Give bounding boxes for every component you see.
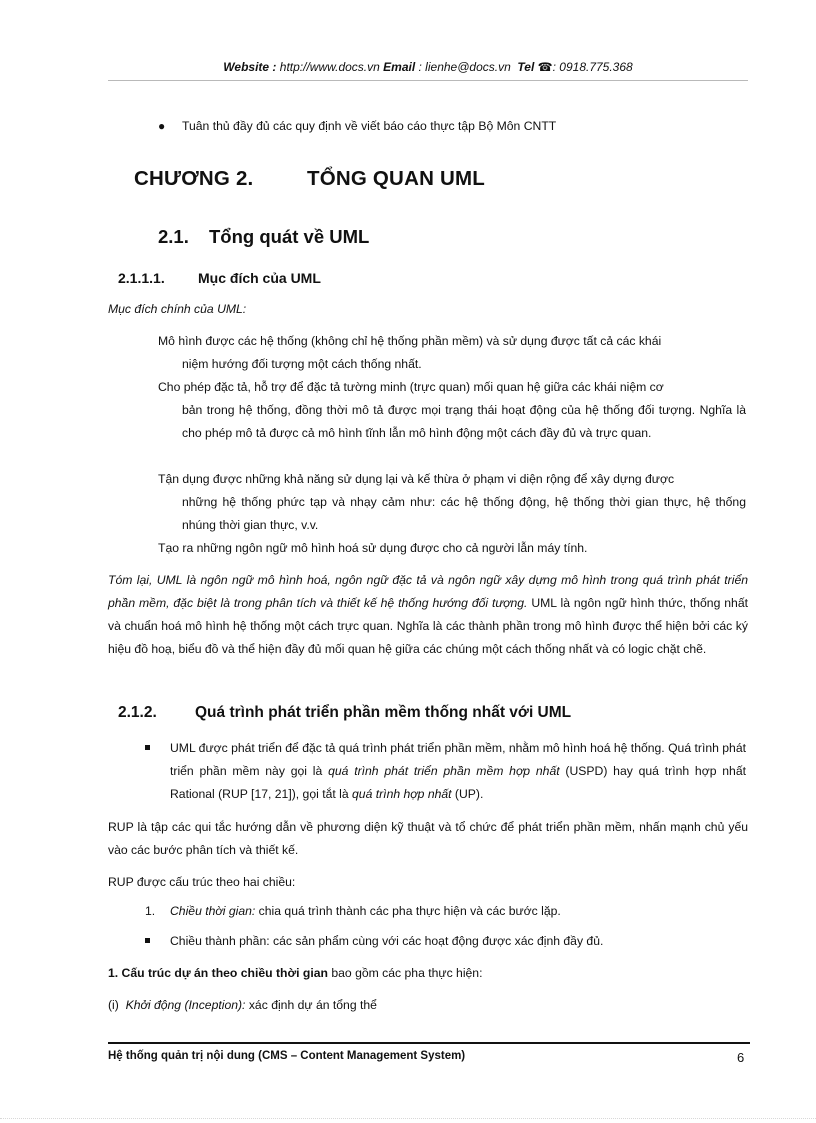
purpose-item-line: Tạo ra những ngôn ngữ mô hình hoá sử dụng được cho cả người lẫn máy tính.: [158, 541, 588, 555]
section-number: 2.1.: [158, 226, 189, 247]
subsection-number: 2.1.2.: [118, 704, 157, 721]
inception-prefix: (i): [108, 998, 126, 1012]
uml-bullet-text: [170, 737, 746, 806]
section-title: Tổng quát về UML: [209, 226, 370, 247]
summary-paragraph: [108, 569, 748, 661]
uml-italic-2: quá trình hợp nhất: [352, 787, 452, 801]
phone-icon: ☎: [537, 60, 553, 74]
square-bullet-icon: [145, 745, 150, 750]
subsection-title: Quá trình phát triển phần mềm thống nhất với UML: [195, 704, 572, 721]
inception-line: [108, 994, 748, 1017]
uml-text-3: (UP).: [451, 787, 484, 801]
uml-text-2: (USPD) hay quá trình hợp nhất Rational (RUP [17, 21]), gọi tắt là: [170, 764, 746, 801]
purpose-item: [158, 537, 746, 560]
header-divider: [108, 80, 748, 81]
list-number: 1.: [145, 904, 156, 918]
time-structure-normal: bao gồm các pha thực hiện:: [327, 966, 483, 980]
purpose-intro: Mục đích chính của UML:: [108, 302, 247, 316]
tel-label: Tel: [517, 60, 535, 74]
subsection-number: 2.1.1.1.: [118, 270, 165, 286]
purpose-item-line: Mô hình được các hệ thống (không chỉ hệ thống phần mềm) và sử dụng được tất cả các khái: [158, 334, 662, 348]
inception-label: Khởi động (Inception):: [125, 998, 246, 1012]
purpose-item-line: Cho phép đặc tả, hỗ trợ để đặc tả tường minh (trực quan) mối quan hệ giữa các khái niệm cơ: [158, 380, 664, 394]
purpose-item: [158, 468, 746, 491]
footer-divider: [108, 1042, 750, 1044]
purpose-item: [158, 376, 746, 399]
email-value[interactable]: : lienhe@docs.vn: [418, 60, 511, 74]
chapter-title: TỔNG QUAN UML: [307, 167, 485, 190]
footer-text: Hệ thống quản trị nội dung (CMS – Content Management System): [108, 1050, 466, 1062]
purpose-item: [158, 330, 746, 353]
rup-definition: RUP là tập các qui tắc hướng dẫn về phương diện kỹ thuật và tổ chức để phát triển phần mềm, nhấn mạnh chủ yếu vào các bước phân tích và thiết kế.: [108, 820, 748, 857]
tel-value: : 0918.775.368: [552, 60, 633, 74]
uml-text-1: UML được phát triển để đặc tả quá trình phát triển phần mềm, nhằm mô hình hoá hệ thống. Quá trình phát triển phần mềm này gọi là: [170, 741, 746, 778]
uml-italic-1: quá trình phát triển phần mềm hợp nhất: [328, 764, 560, 778]
purpose-item-line: Tận dụng được những khả năng sử dụng lại và kế thừa ở phạm vi diện rộng để xây dựng được: [158, 472, 675, 486]
summary-normal: UML là ngôn ngữ hình thức, thống nhất và chuẩn hoá mô hình hệ thống một cách trực quan. Nghĩa là các thành phần trong mô hình được thể hiện bởi các ký hiệu đồ hoạ, biểu đồ và thể hiện đầy đủ mối quan hệ giữa các chúng một cách thống nhất và có logic chặt chẽ.: [108, 596, 748, 656]
summary-italic: Tóm lại, UML là ngôn ngữ mô hình hoá, ngôn ngữ đặc tả và ngôn ngữ xây dựng mô hình trong quá trình phát triển phần mềm, đặc biệt là trong phân tích và thiết kế hệ thống hướng đối tượng.: [108, 573, 748, 610]
dimension-time: [170, 900, 746, 923]
website-url[interactable]: http://www.docs.vn: [279, 60, 380, 74]
dimension-time-label: Chiều thời gian:: [170, 904, 256, 918]
purpose-item-continuation: những hệ thống phức tạp và nhạy cảm như: các hệ thống động, hệ thống thời gian thực, hệ thống nhúng thời gian thực, v.v.: [182, 495, 746, 532]
purpose-item-continuation: bản trong hệ thống, đồng thời mô tả được mọi trạng thái hoạt động của hệ thống đối tượng. Nghĩa là cho phép mô tả được cả mô hình tĩnh lẫn mô hình động một cách đầy đủ và trực quan.: [182, 403, 746, 440]
rup-structure: RUP được cấu trúc theo hai chiều:: [108, 875, 296, 889]
subsection-title: Mục đích của UML: [198, 270, 321, 286]
chapter-number: CHƯƠNG 2.: [134, 167, 254, 190]
page-header: [108, 60, 748, 74]
dimension-component: Chiều thành phần: các sản phẩm cùng với các hoạt động được xác định đầy đủ.: [170, 934, 604, 948]
time-structure: [108, 962, 748, 985]
page-edge: [0, 1118, 816, 1119]
intro-bullet-text: Tuân thủ đầy đủ các quy định về viết báo cáo thực tập Bộ Môn CNTT: [182, 119, 557, 133]
website-label: Website :: [223, 60, 277, 74]
page-number: 6: [737, 1050, 745, 1065]
inception-text: xác định dự án tổng thể: [245, 998, 377, 1012]
purpose-item-continuation: niệm hướng đối tượng một cách thống nhất.: [182, 357, 422, 371]
bullet-icon: ●: [158, 119, 166, 133]
square-bullet-icon: [145, 938, 150, 943]
email-label: Email: [383, 60, 416, 74]
time-structure-bold: 1. Cấu trúc dự án theo chiều thời gian: [108, 966, 328, 980]
dimension-time-text: chia quá trình thành các pha thực hiện và các bước lặp.: [255, 904, 561, 918]
